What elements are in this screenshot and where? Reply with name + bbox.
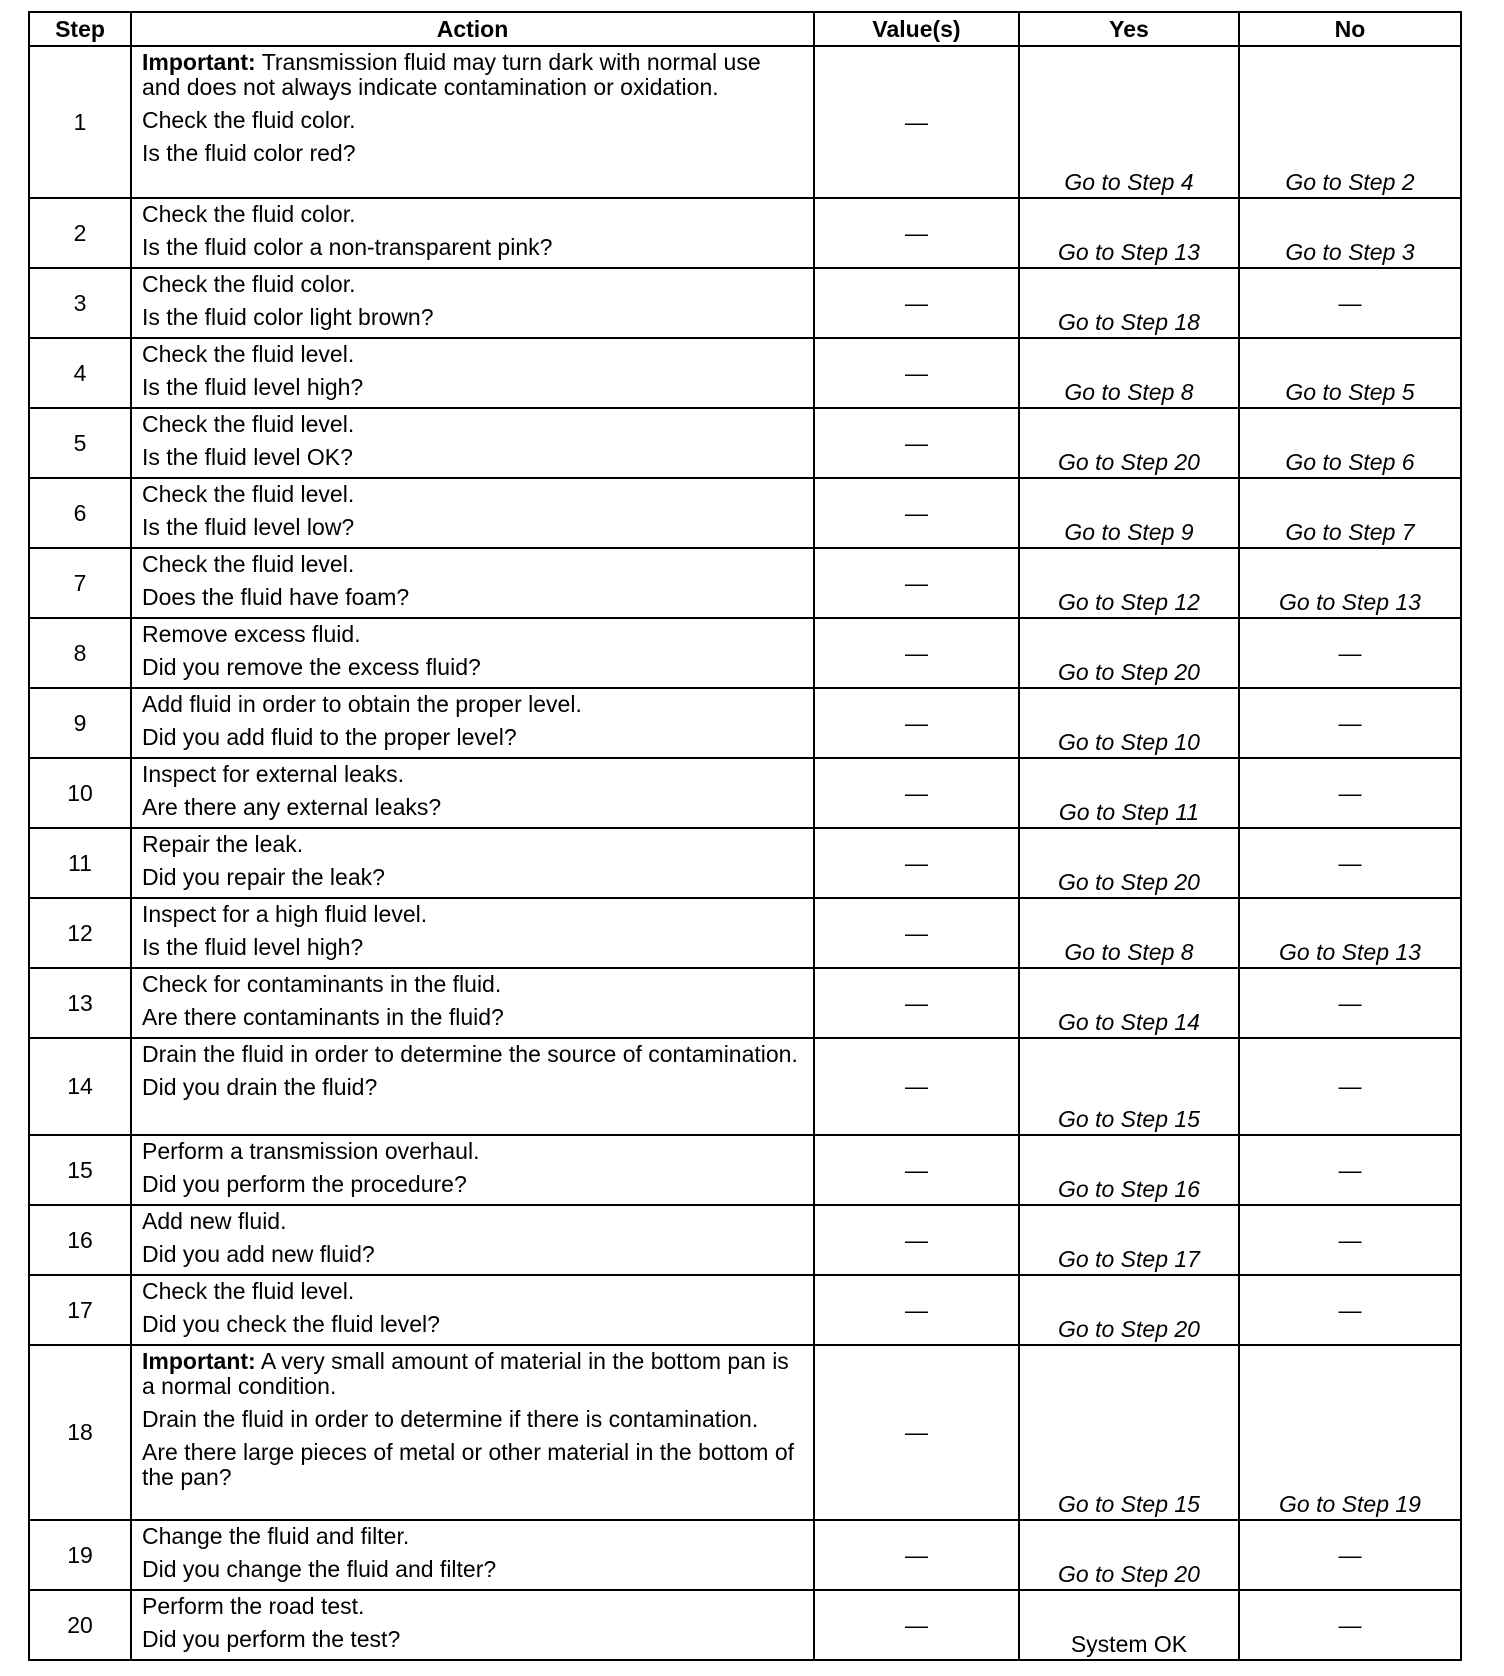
action-line: Check the fluid level.	[142, 481, 355, 507]
step-number: 2	[29, 198, 131, 268]
no-cell: —	[1239, 828, 1461, 898]
action-cell	[131, 548, 814, 618]
table-row	[29, 1205, 1461, 1275]
action-line: Check the fluid level.	[142, 411, 355, 437]
table-row	[29, 688, 1461, 758]
no-cell: —	[1239, 968, 1461, 1038]
table-row	[29, 46, 1461, 198]
yes-cell: Go to Step 15	[1019, 1038, 1239, 1135]
value-cell: —	[814, 548, 1019, 618]
action-line: Is the fluid color red?	[142, 140, 356, 166]
step-number: 15	[29, 1135, 131, 1205]
action-cell	[131, 618, 814, 688]
no-cell: Go to Step 19	[1239, 1345, 1461, 1520]
table-row	[29, 898, 1461, 968]
value-cell: —	[814, 198, 1019, 268]
yes-cell: Go to Step 20	[1019, 828, 1239, 898]
action-line: Check the fluid color.	[142, 271, 356, 297]
header-step: Step	[29, 12, 131, 46]
action-cell	[131, 268, 814, 338]
value-cell: —	[814, 338, 1019, 408]
no-cell: —	[1239, 688, 1461, 758]
table-row	[29, 408, 1461, 478]
step-number: 18	[29, 1345, 131, 1520]
action-cell	[131, 46, 814, 198]
yes-cell: Go to Step 20	[1019, 1520, 1239, 1590]
yes-cell: Go to Step 16	[1019, 1135, 1239, 1205]
no-cell: Go to Step 6	[1239, 408, 1461, 478]
step-number: 10	[29, 758, 131, 828]
value-cell: —	[814, 898, 1019, 968]
yes-cell: Go to Step 14	[1019, 968, 1239, 1038]
step-number: 20	[29, 1590, 131, 1660]
action-line: Add fluid in order to obtain the proper level.	[142, 691, 582, 717]
yes-cell: Go to Step 8	[1019, 338, 1239, 408]
no-cell: —	[1239, 1520, 1461, 1590]
yes-cell: Go to Step 20	[1019, 408, 1239, 478]
action-line: Did you repair the leak?	[142, 864, 385, 890]
action-line: Check the fluid color.	[142, 107, 356, 133]
value-cell: —	[814, 46, 1019, 198]
value-cell: —	[814, 1345, 1019, 1520]
value-cell: —	[814, 618, 1019, 688]
step-number: 14	[29, 1038, 131, 1135]
action-line: Is the fluid color light brown?	[142, 304, 434, 330]
table-row	[29, 828, 1461, 898]
header-row	[29, 12, 1461, 46]
value-cell: —	[814, 758, 1019, 828]
action-line: Inspect for external leaks.	[142, 761, 405, 787]
important-note	[142, 50, 805, 100]
action-line: Did you drain the fluid?	[142, 1074, 378, 1100]
value-cell: —	[814, 688, 1019, 758]
important-label: Important:	[142, 1348, 256, 1374]
action-cell	[131, 688, 814, 758]
action-line: Did you check the fluid level?	[142, 1311, 440, 1337]
action-line: Perform the road test.	[142, 1593, 365, 1619]
value-cell: —	[814, 828, 1019, 898]
no-cell: —	[1239, 1590, 1461, 1660]
action-line: Did you perform the test?	[142, 1626, 401, 1652]
header-values: Value(s)	[814, 12, 1019, 46]
table-row	[29, 1135, 1461, 1205]
action-cell	[131, 1345, 814, 1520]
no-cell: Go to Step 13	[1239, 548, 1461, 618]
header-no: No	[1239, 12, 1461, 46]
value-cell: —	[814, 1038, 1019, 1135]
header-action: Action	[131, 12, 814, 46]
no-cell: Go to Step 2	[1239, 46, 1461, 198]
action-line: Did you remove the excess fluid?	[142, 654, 481, 680]
table-row	[29, 1590, 1461, 1660]
diagnostic-table	[28, 11, 1462, 1661]
step-number: 4	[29, 338, 131, 408]
no-cell: —	[1239, 1275, 1461, 1345]
yes-cell: Go to Step 12	[1019, 548, 1239, 618]
yes-cell: Go to Step 9	[1019, 478, 1239, 548]
action-line: Is the fluid level high?	[142, 374, 364, 400]
yes-cell: Go to Step 15	[1019, 1345, 1239, 1520]
step-number: 17	[29, 1275, 131, 1345]
action-line: Is the fluid color a non-transparent pink?	[142, 234, 553, 260]
yes-cell: Go to Step 20	[1019, 618, 1239, 688]
no-cell: —	[1239, 618, 1461, 688]
value-cell: —	[814, 968, 1019, 1038]
yes-cell: Go to Step 13	[1019, 198, 1239, 268]
table-row	[29, 1520, 1461, 1590]
action-cell	[131, 758, 814, 828]
action-cell	[131, 1135, 814, 1205]
action-line: Check the fluid level.	[142, 1278, 355, 1304]
value-cell: —	[814, 1205, 1019, 1275]
step-number: 6	[29, 478, 131, 548]
action-cell	[131, 1590, 814, 1660]
no-cell: Go to Step 5	[1239, 338, 1461, 408]
no-cell: Go to Step 3	[1239, 198, 1461, 268]
action-cell	[131, 1038, 814, 1135]
action-line: Does the fluid have foam?	[142, 584, 410, 610]
step-number: 16	[29, 1205, 131, 1275]
step-number: 19	[29, 1520, 131, 1590]
yes-cell: Go to Step 4	[1019, 46, 1239, 198]
step-number: 1	[29, 46, 131, 198]
step-number: 3	[29, 268, 131, 338]
action-line: Drain the fluid in order to determine if there is contamination.	[142, 1406, 759, 1432]
action-cell	[131, 898, 814, 968]
step-number: 11	[29, 828, 131, 898]
action-line: Remove excess fluid.	[142, 621, 361, 647]
value-cell: —	[814, 1275, 1019, 1345]
value-cell: —	[814, 1590, 1019, 1660]
table-row	[29, 758, 1461, 828]
step-number: 9	[29, 688, 131, 758]
yes-cell: Go to Step 17	[1019, 1205, 1239, 1275]
no-cell: —	[1239, 1038, 1461, 1135]
no-cell: —	[1239, 268, 1461, 338]
yes-cell: Go to Step 8	[1019, 898, 1239, 968]
action-cell	[131, 338, 814, 408]
action-line: Check the fluid level.	[142, 551, 355, 577]
value-cell: —	[814, 1135, 1019, 1205]
table-row	[29, 1275, 1461, 1345]
action-line: Inspect for a high fluid level.	[142, 901, 428, 927]
no-cell: Go to Step 13	[1239, 898, 1461, 968]
action-line: Is the fluid level low?	[142, 514, 355, 540]
action-line: Drain the fluid in order to determine the source of contamination.	[142, 1041, 798, 1067]
important-text: A very small amount of material in the bottom pan is a normal condition.	[142, 1348, 789, 1399]
no-cell: —	[1239, 1135, 1461, 1205]
no-cell: —	[1239, 758, 1461, 828]
step-number: 8	[29, 618, 131, 688]
action-cell	[131, 408, 814, 478]
yes-cell: Go to Step 10	[1019, 688, 1239, 758]
table-row	[29, 1038, 1461, 1135]
table-row	[29, 548, 1461, 618]
action-line: Change the fluid and filter.	[142, 1523, 410, 1549]
value-cell: —	[814, 1520, 1019, 1590]
important-label: Important:	[142, 49, 256, 75]
table-body	[29, 46, 1461, 1660]
action-line: Check for contaminants in the fluid.	[142, 971, 502, 997]
value-cell: —	[814, 478, 1019, 548]
no-cell: —	[1239, 1205, 1461, 1275]
yes-cell: Go to Step 11	[1019, 758, 1239, 828]
action-line: Add new fluid.	[142, 1208, 287, 1234]
action-line: Check the fluid color.	[142, 201, 356, 227]
action-cell	[131, 968, 814, 1038]
action-line: Is the fluid level high?	[142, 934, 364, 960]
action-line: Is the fluid level OK?	[142, 444, 353, 470]
action-line: Repair the leak.	[142, 831, 304, 857]
action-line: Are there contaminants in the fluid?	[142, 1004, 504, 1030]
step-number: 5	[29, 408, 131, 478]
action-cell	[131, 1205, 814, 1275]
step-number: 12	[29, 898, 131, 968]
table-row	[29, 338, 1461, 408]
diagnostic-table-sheet	[28, 11, 1460, 1657]
important-text: Transmission fluid may turn dark with normal use and does not always indicate contamination or oxidation.	[142, 49, 761, 100]
action-line: Did you add new fluid?	[142, 1241, 375, 1267]
value-cell: —	[814, 408, 1019, 478]
table-row	[29, 618, 1461, 688]
important-note	[142, 1349, 805, 1399]
header-yes: Yes	[1019, 12, 1239, 46]
action-line: Check the fluid level.	[142, 341, 355, 367]
action-cell	[131, 1520, 814, 1590]
action-cell	[131, 1275, 814, 1345]
action-line: Are there large pieces of metal or other material in the bottom of the pan?	[142, 1439, 794, 1490]
table-row	[29, 198, 1461, 268]
table-row	[29, 1345, 1461, 1520]
table-row	[29, 478, 1461, 548]
table-row	[29, 268, 1461, 338]
action-cell	[131, 198, 814, 268]
step-number: 13	[29, 968, 131, 1038]
yes-cell: Go to Step 18	[1019, 268, 1239, 338]
yes-cell: Go to Step 20	[1019, 1275, 1239, 1345]
table-row	[29, 968, 1461, 1038]
action-line: Perform a transmission overhaul.	[142, 1138, 480, 1164]
action-line: Did you perform the procedure?	[142, 1171, 467, 1197]
yes-cell: System OK	[1019, 1590, 1239, 1660]
action-line: Are there any external leaks?	[142, 794, 442, 820]
no-cell: Go to Step 7	[1239, 478, 1461, 548]
value-cell: —	[814, 268, 1019, 338]
step-number: 7	[29, 548, 131, 618]
action-line: Did you change the fluid and filter?	[142, 1556, 497, 1582]
action-cell	[131, 478, 814, 548]
action-cell	[131, 828, 814, 898]
action-line: Did you add fluid to the proper level?	[142, 724, 517, 750]
